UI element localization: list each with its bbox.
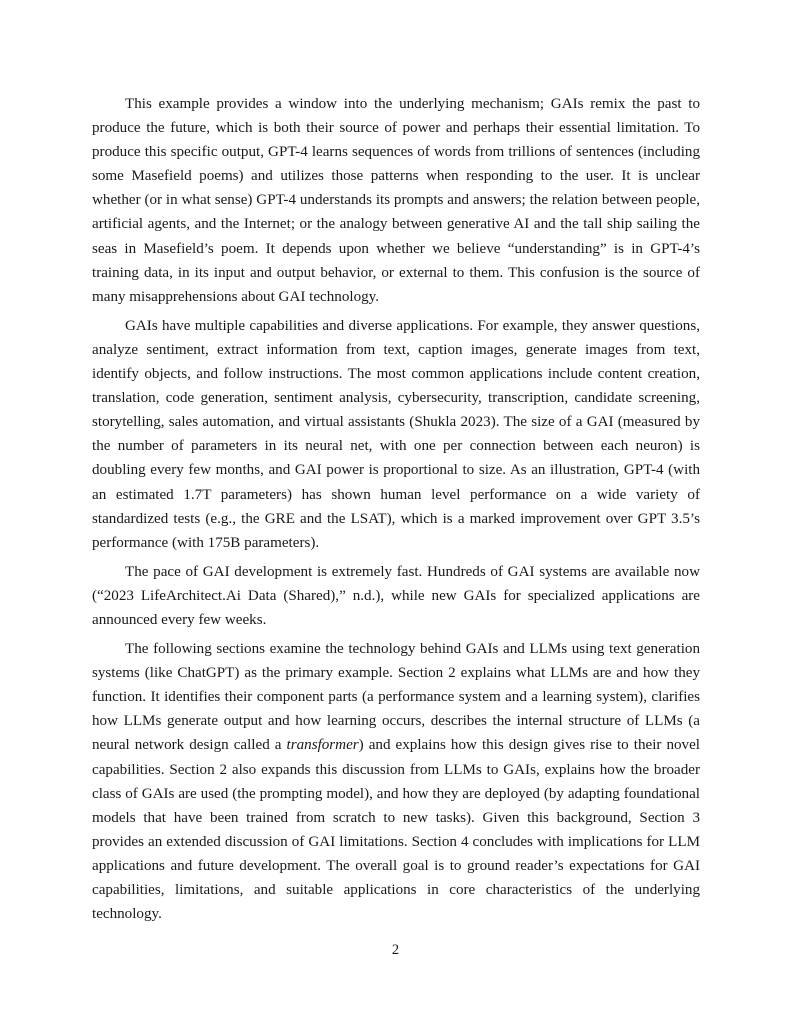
paragraph-4-segment-after-italic: ) and explains how this design gives rise to their novel capabilities. Section 2 also expands this discussion from LLMs to GAIs, explains how the broader class of GAIs are used (the prompting model), and how they are deployed (by adapting foundational models that have been trained from scratch to new tasks). Given this background, Section 3 provides an extended discussion of GAI limitations. Section 4 concludes with implications for LLM applications and future development. The overall goal is to ground reader’s expectations for GAI capabilities, limitations, and suitable applications in core characteristics of the underlying technology. (92, 737, 700, 923)
body-paragraph-1: This example provides a window into the underlying mechanism; GAIs remix the past to produce the future, which is both their source of power and perhaps their essential limitation. To produce this specific output, GPT-4 learns sequences of words from trillions of sentences (including some Masefield poems) and utilizes those patterns when responding to the user. It is unclear whether (or in what sense) GPT-4 understands its prompts and answers; the relation between people, artificial agents, and the Internet; or the analogy between generative AI and the tall ship sailing the seas in Masefield’s poem. It depends upon whether we believe “understanding” is in GPT-4’s training data, in its input and output behavior, or external to them. This confusion is the source of many misapprehensions about GAI technology. (92, 96, 700, 305)
paragraph-4-segment-before-italic: The following sections examine the technology behind GAIs and LLMs using text generation systems (like ChatGPT) as the primary example. Section 2 explains what LLMs are and how they function. It identifies their component parts (a performance system and a learning system), clarifies how LLMs generate output and how learning occurs, describes the internal structure of LLMs (a neural network design called a (92, 641, 700, 754)
transformer-italic-term: transformer (286, 737, 359, 754)
body-paragraph-2: GAIs have multiple capabilities and diverse applications. For example, they answer questions, analyze sentiment, extract information from text, caption images, generate images from text, identify objects, and follow instructions. The most common applications include content creation, translation, code generation, sentiment analysis, cybersecurity, transcription, candidate screening, storytelling, sales automation, and virtual assistants (Shukla 2023). The size of a GAI (measured by the number of parameters in its neural net, with one per connection between each neuron) is doubling every few months, and GAI power is proportional to size. As an illustration, GPT-4 (with an estimated 1.7T parameters) has shown human level performance on a wide variety of standardized tests (e.g., the GRE and the LSAT), which is a marked improvement over GPT 3.5’s performance (with 175B parameters). (92, 317, 700, 551)
body-paragraph-3: The pace of GAI development is extremely fast. Hundreds of GAI systems are available now (“2023 LifeArchitect.Ai Data (Shared),” n.d.), while new GAIs for specialized applications are announced every few weeks. (92, 563, 700, 628)
page-number: 2 (391, 942, 400, 958)
body-paragraph-4 (92, 637, 700, 926)
body-text-column (92, 92, 700, 926)
